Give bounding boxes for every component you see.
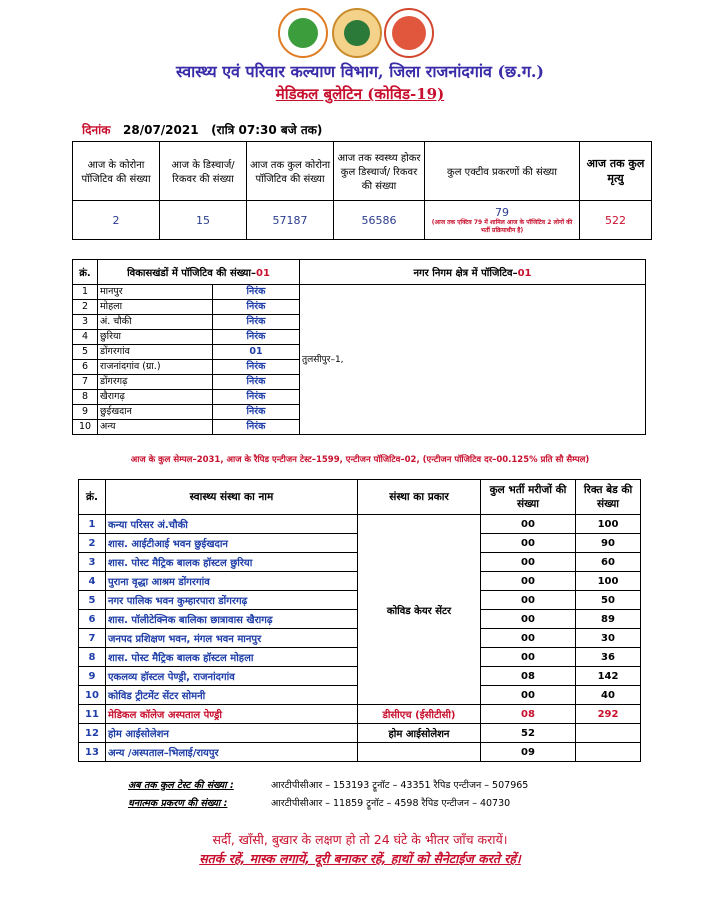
summary-header: आज के डिस्चार्ज/रिकवर की संख्या xyxy=(160,142,247,201)
block-status: निरंक xyxy=(213,420,300,435)
block-positive-table xyxy=(72,259,646,435)
block-status: निरंक xyxy=(213,405,300,420)
state-emblem-icon xyxy=(332,8,382,58)
block-name: डोंगरगढ़ xyxy=(98,375,213,390)
block-name: छुईखदान xyxy=(98,405,213,420)
facility-type xyxy=(358,743,481,762)
facility-vacant: 90 xyxy=(576,534,641,553)
facility-sno: 1 xyxy=(79,515,106,534)
facility-vacant: 60 xyxy=(576,553,641,572)
positive-cases-value: आरटीपीसीआर – 11859 ट्रूनॉट – 4598 रैपिड एन्टीजन – 40730 xyxy=(271,798,511,809)
block-header-label: विकासखंडों में पॉजिटिव की संख्या– xyxy=(127,268,257,279)
facility-name: मेडिकल कॉलेज अस्पताल पेण्ड्री xyxy=(106,705,358,724)
facility-sno: 5 xyxy=(79,591,106,610)
advisory-line-1: सर्दी, खाँसी, बुखार के लक्षण हो तो 24 घंटे के भीतर जाँच करायें। xyxy=(212,832,508,847)
nhm-logo-icon xyxy=(278,8,328,58)
facility-sno: 12 xyxy=(79,724,106,743)
facility-name: शास. पोस्ट मैट्रिक बालक हॉस्टल छुरिया xyxy=(106,553,358,572)
facility-name: अन्य /अस्पताल–भिलाई/रायपुर xyxy=(106,743,358,762)
block-header-title xyxy=(98,260,300,285)
facility-type: होम आईसोलेशन xyxy=(358,724,481,743)
summary-value: 2 xyxy=(73,201,160,240)
facility-sno: 10 xyxy=(79,686,106,705)
facility-type: डीसीएच (ईसीटीसी) xyxy=(358,705,481,724)
summary-header: आज के कोरोना पॉजिटिव की संख्या xyxy=(73,142,160,201)
facility-name: नगर पालिक भवन कुम्हारपारा डोंगरगढ़ xyxy=(106,591,358,610)
facility-admitted: 00 xyxy=(481,648,576,667)
facility-row xyxy=(79,515,641,534)
facility-sno: 9 xyxy=(79,667,106,686)
summary-value: 56586 xyxy=(334,201,425,240)
facility-vacant xyxy=(576,743,641,762)
summary-value: 79 xyxy=(495,205,509,219)
facility-sno: 8 xyxy=(79,648,106,667)
block-name: खैरागढ़ xyxy=(98,390,213,405)
facility-header: संस्था का प्रकार xyxy=(358,480,481,515)
summary-value: 57187 xyxy=(247,201,334,240)
date-label: दिनांक xyxy=(82,123,111,137)
block-status: निरंक xyxy=(213,285,300,300)
nagar-nigam-label: नगर निगम क्षेत्र में पॉजिटिव– xyxy=(413,268,518,279)
facility-vacant: 30 xyxy=(576,629,641,648)
block-name: डोंगरगांव xyxy=(98,345,213,360)
facility-admitted: 00 xyxy=(481,515,576,534)
facility-admitted: 00 xyxy=(481,572,576,591)
summary-header: कुल एक्टीव प्रकरणों की संख्या xyxy=(425,142,580,201)
block-status: निरंक xyxy=(213,330,300,345)
facility-name: कन्या परिसर अं.चौकी xyxy=(106,515,358,534)
facility-admitted: 00 xyxy=(481,610,576,629)
facility-name: शास. आईटीआई भवन छुईखदान xyxy=(106,534,358,553)
block-status: निरंक xyxy=(213,315,300,330)
facility-vacant: 50 xyxy=(576,591,641,610)
block-name: अं. चौकी xyxy=(98,315,213,330)
block-name: मोहला xyxy=(98,300,213,315)
summary-value: 522 xyxy=(580,201,652,240)
summary-table xyxy=(72,141,652,240)
block-header-sno: क्रं. xyxy=(73,260,98,285)
summary-value: 15 xyxy=(160,201,247,240)
facility-name: शास. पोस्ट मैट्रिक बालक हॉस्टल मोहला xyxy=(106,648,358,667)
facility-vacant: 40 xyxy=(576,686,641,705)
facility-header: रिक्त बेड की संख्या xyxy=(576,480,641,515)
date-value: 28/07/2021 xyxy=(123,123,199,137)
facility-header: कुल भर्ती मरीजों की संख्या xyxy=(481,480,576,515)
facility-name: पुराना वृद्धा आश्रम डोंगरगांव xyxy=(106,572,358,591)
facility-name: शास. पॉलीटेक्निक बालिका छात्रावास खैरागढ़ xyxy=(106,610,358,629)
block-sno: 2 xyxy=(73,300,98,315)
facility-row xyxy=(79,724,641,743)
facility-row xyxy=(79,705,641,724)
facility-type: कोविड केयर सेंटर xyxy=(358,515,481,705)
total-tests-label: अब तक कुल टेस्ट की संख्या : xyxy=(128,780,234,791)
facility-sno: 7 xyxy=(79,629,106,648)
facility-vacant: 36 xyxy=(576,648,641,667)
facility-vacant: 100 xyxy=(576,515,641,534)
facility-admitted: 08 xyxy=(481,705,576,724)
facility-sno: 3 xyxy=(79,553,106,572)
facility-header: क्रं. xyxy=(79,480,106,515)
block-sno: 7 xyxy=(73,375,98,390)
department-title: स्वास्थ्य एवं परिवार कल्याण विभाग, जिला राजनांदगांव (छ.ग.) xyxy=(176,62,544,81)
facility-admitted: 08 xyxy=(481,667,576,686)
block-header-count: 01 xyxy=(256,268,270,279)
block-sno: 9 xyxy=(73,405,98,420)
facility-vacant: 100 xyxy=(576,572,641,591)
facility-table xyxy=(78,479,641,762)
facility-sno: 6 xyxy=(79,610,106,629)
facility-sno: 11 xyxy=(79,705,106,724)
bulletin-title: मेडिकल बुलेटिन (कोविड-19) xyxy=(275,85,445,103)
block-name: राजनांदगांव (ग्रा.) xyxy=(98,360,213,375)
block-sno: 1 xyxy=(73,285,98,300)
block-sno: 5 xyxy=(73,345,98,360)
facility-name: कोविड ट्रीटमेंट सेंटर सोमनी xyxy=(106,686,358,705)
nagar-nigam-count: 01 xyxy=(517,268,532,279)
block-status: निरंक xyxy=(213,300,300,315)
facility-admitted: 09 xyxy=(481,743,576,762)
total-tests-value: आरटीपीसीआर – 153193 ट्रूनॉट – 43351 रैपिड एन्टीजन – 507965 xyxy=(271,780,529,791)
facility-vacant: 89 xyxy=(576,610,641,629)
nhm-family-logo-icon xyxy=(384,8,434,58)
facility-sno: 13 xyxy=(79,743,106,762)
block-status: निरंक xyxy=(213,390,300,405)
facility-admitted: 00 xyxy=(481,629,576,648)
facility-name: एकलव्य हॉस्टल पेण्ड्री, राजनांदगांव xyxy=(106,667,358,686)
block-sno: 6 xyxy=(73,360,98,375)
facility-admitted: 00 xyxy=(481,686,576,705)
block-name: अन्य xyxy=(98,420,213,435)
facility-sno: 2 xyxy=(79,534,106,553)
facility-name: जनपद प्रशिक्षण भवन, मंगल भवन मानपुर xyxy=(106,629,358,648)
active-cases-cell xyxy=(425,201,580,240)
facility-sno: 4 xyxy=(79,572,106,591)
tests-summary xyxy=(128,778,528,814)
block-sno: 10 xyxy=(73,420,98,435)
facility-admitted: 00 xyxy=(481,591,576,610)
block-sno: 3 xyxy=(73,315,98,330)
active-note: (आज तक एक्टिव 79 में शामिल आज के पॉजिटिव 2 लोगों की भर्ती प्रक्रियाधीन है) xyxy=(431,218,573,234)
facility-name: होम आईसोलेशन xyxy=(106,724,358,743)
block-row xyxy=(73,285,646,300)
block-sno: 4 xyxy=(73,330,98,345)
summary-header: आज तक कुल मृत्यु xyxy=(580,142,652,201)
nagar-nigam-cell: तुलसीपुर–1, xyxy=(300,285,646,435)
facility-admitted: 00 xyxy=(481,553,576,572)
facility-row xyxy=(79,743,641,762)
facility-vacant: 292 xyxy=(576,705,641,724)
block-status: निरंक xyxy=(213,375,300,390)
block-status: 01 xyxy=(213,345,300,360)
facility-header: स्वास्थ्य संस्था का नाम xyxy=(106,480,358,515)
sample-summary-line: आज के कुल सेम्पल–2031, आज के रैपिड एन्टीजन टेस्ट–1599, एन्टीजन पॉजिटिव–02, (एन्टीजन पॉजिटिव दर–00.125% प्रति सौ सैम्पल) xyxy=(130,455,590,465)
facility-admitted: 00 xyxy=(481,534,576,553)
time-note: (रात्रि 07:30 बजे तक) xyxy=(211,123,323,137)
nagar-nigam-header xyxy=(300,260,646,285)
block-name: मानपुर xyxy=(98,285,213,300)
facility-vacant: 142 xyxy=(576,667,641,686)
summary-header: आज तक स्वस्थ्य होकर कुल डिस्चार्ज/ रिकवर की संख्या xyxy=(334,142,425,201)
advisory-line-2: सतर्क रहें, मास्क लगायें, दूरी बनाकर रहें, हाथों को सैनेटाईज करते रहें। xyxy=(199,851,521,866)
block-sno: 8 xyxy=(73,390,98,405)
facility-admitted: 52 xyxy=(481,724,576,743)
summary-header: आज तक कुल कोरोना पॉजिटिव की संख्या xyxy=(247,142,334,201)
block-name: छुरिया xyxy=(98,330,213,345)
bulletin-date xyxy=(82,121,322,138)
block-status: निरंक xyxy=(213,360,300,375)
facility-vacant xyxy=(576,724,641,743)
positive-cases-label: धनात्मक प्रकरण की संख्या : xyxy=(128,798,228,809)
